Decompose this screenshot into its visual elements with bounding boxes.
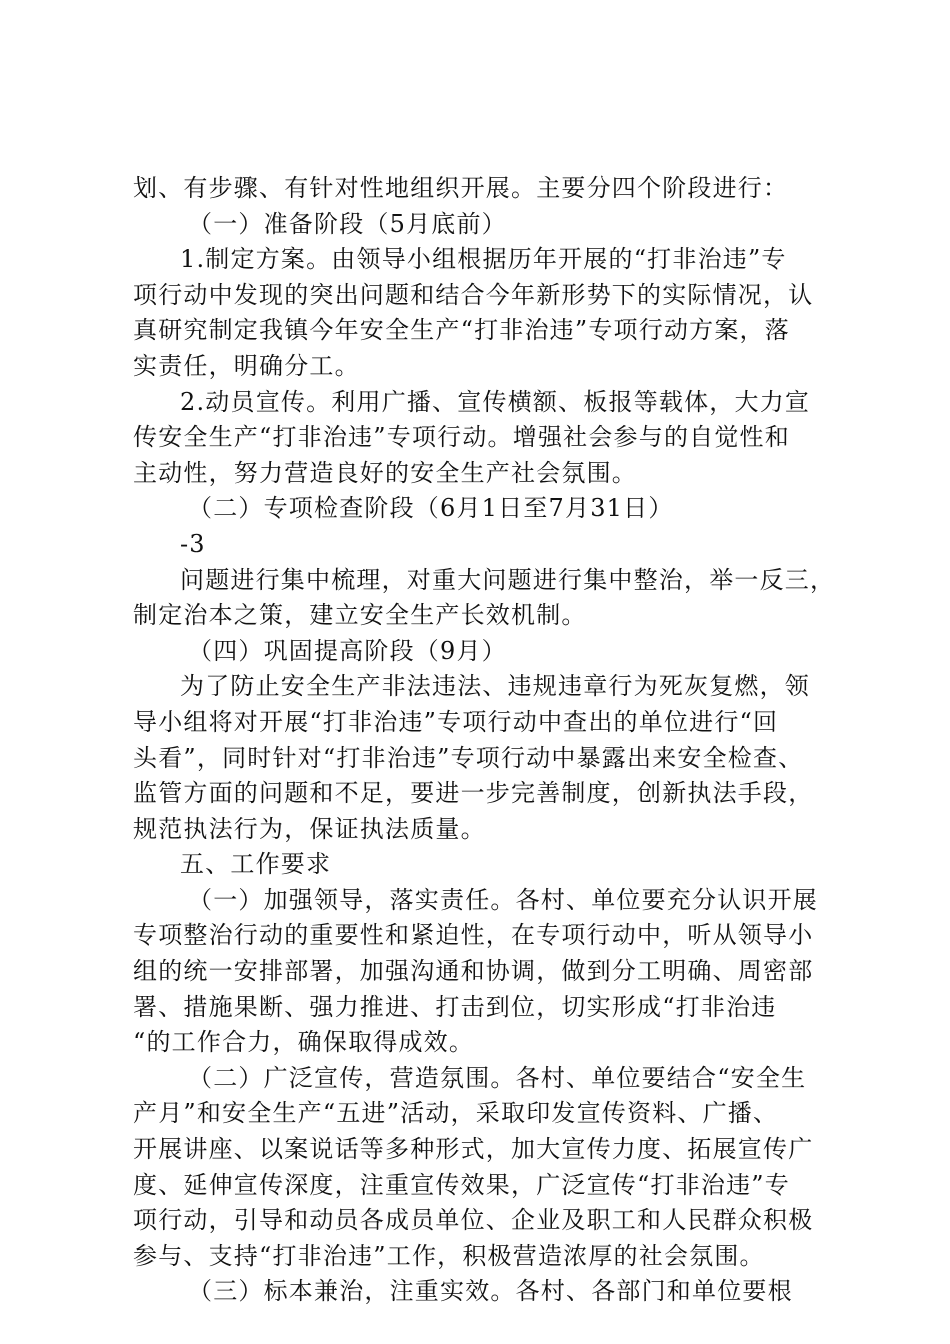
text-line: 实责任，明确分工。: [133, 351, 360, 380]
text-line: 为了防止安全生产非法违法、违规违章行为死灰复燃，领: [180, 672, 810, 701]
section-heading: （一）准备阶段（5月底前）: [188, 209, 507, 238]
text-line: 专项整治行动的重要性和紧迫性，在专项行动中，听从领导小: [133, 921, 814, 950]
text-line: 组的统一安排部署，加强沟通和协调，做到分工明确、周密部: [133, 957, 814, 986]
text-line: （三）标本兼治，注重实效。各村、各部门和单位要根: [188, 1277, 793, 1306]
text-line: 制定治本之策，建立安全生产长效机制。: [133, 601, 587, 630]
text-line: 项行动，引导和动员各成员单位、企业及职工和人民群众积极: [133, 1206, 814, 1235]
text-line: 2.动员宣传。利用广播、宣传横额、板报等载体，大力宣: [180, 387, 811, 416]
text-line: 规范执法行为，保证执法质量。: [133, 814, 486, 843]
text-line: “的工作合力，确保取得成效。: [133, 1028, 475, 1057]
text-line: 1.制定方案。由领导小组根据历年开展的“打非治违”专: [180, 245, 787, 274]
section-heading: （四）巩固提高阶段（9月）: [188, 636, 507, 665]
section-heading: 五、工作要求: [180, 850, 332, 879]
text-line: 头看”，同时针对“打非治违”专项行动中暴露出来安全检查、: [133, 743, 804, 772]
text-line: 参与、支持“打非治违”工作，积极营造浓厚的社会氛围。: [133, 1241, 765, 1270]
text-line: 项行动中发现的突出问题和结合今年新形势下的实际情况，认: [133, 280, 814, 309]
text-line: （一）加强领导，落实责任。各村、单位要充分认识开展: [188, 885, 818, 914]
text-line: 开展讲座、以案说话等多种形式，加大宣传力度、拓展宣传广: [133, 1135, 814, 1164]
text-line: 监管方面的问题和不足，要进一步完善制度，创新执法手段，: [133, 779, 814, 808]
text-line: 问题进行集中梳理，对重大问题进行集中整治，举一反三，: [180, 565, 836, 594]
text-line: 传安全生产“打非治违”专项行动。增强社会参与的自觉性和: [133, 423, 790, 452]
text-line: 真研究制定我镇今年安全生产“打非治违”专项行动方案，落: [133, 316, 790, 345]
text-line: （二）广泛宣传，营造氛围。各村、单位要结合“安全生: [188, 1063, 807, 1092]
text-line: 主动性，努力营造良好的安全生产社会氛围。: [133, 458, 637, 487]
section-heading: （二）专项检查阶段（6月1日至7月31日）: [188, 494, 674, 523]
text-line: 署、措施果断、强力推进、打击到位，切实形成“打非治违: [133, 992, 777, 1021]
text-line: 导小组将对开展“打非治违”专项行动中查出的单位进行“回: [133, 707, 779, 736]
text-line: 划、有步骤、有针对性地组织开展。主要分四个阶段进行：: [133, 174, 789, 202]
text-line: 度、延伸宣传深度，注重宣传效果，广泛宣传“打非治违”专: [133, 1170, 790, 1199]
document-body: [133, 171, 853, 1310]
page-marker: -3: [180, 529, 206, 558]
text-line: 产月”和安全生产“五进”活动，采取印发宣传资料、广播、: [133, 1099, 779, 1128]
